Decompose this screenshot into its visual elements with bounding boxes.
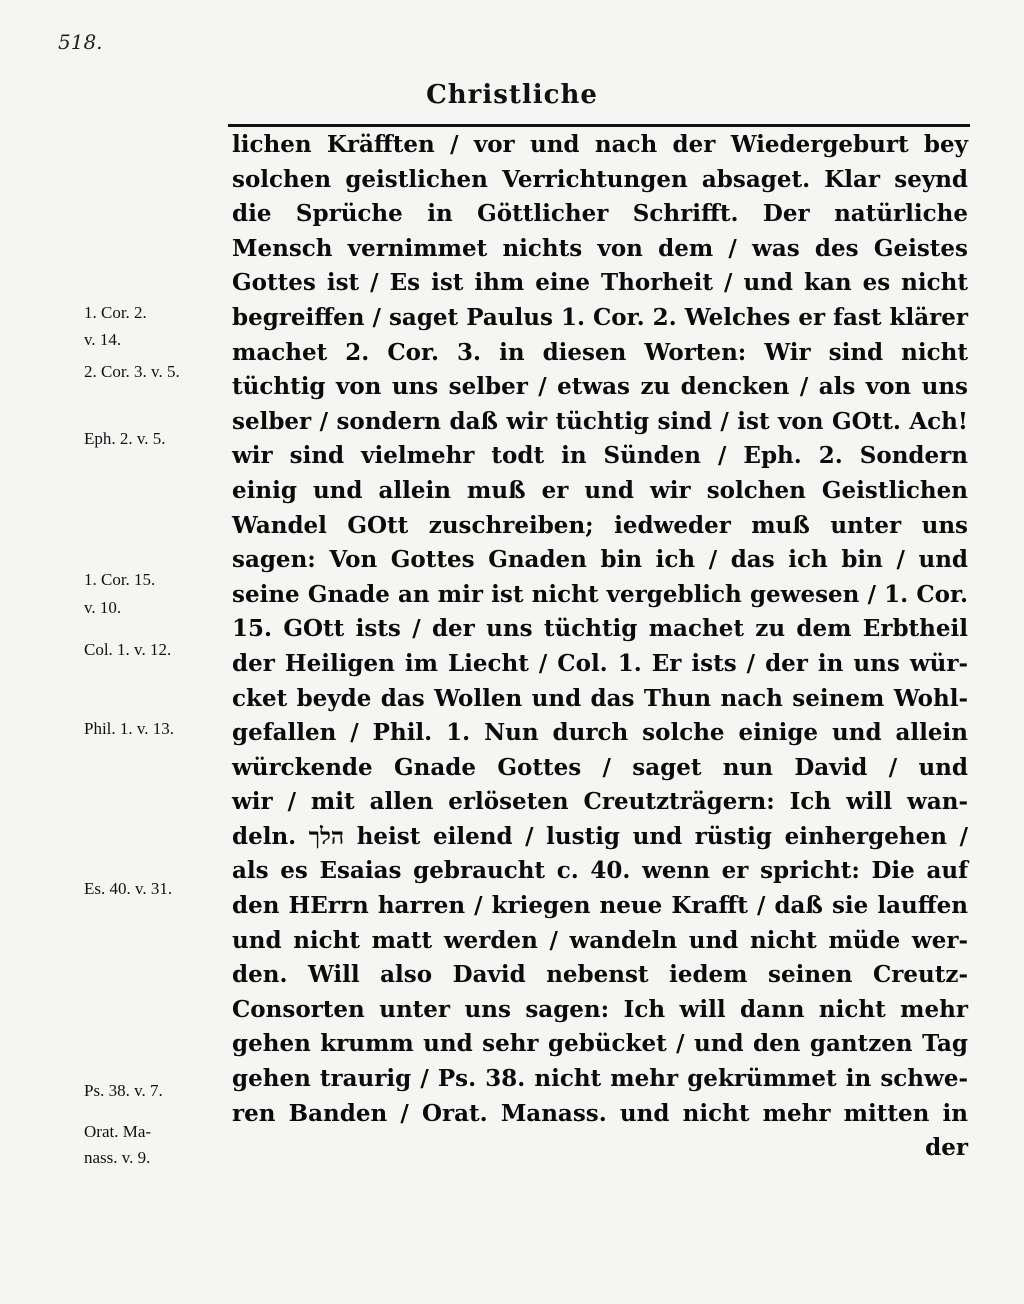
catchword: der — [925, 1134, 968, 1162]
text-line: machet 2. Cor. 3. in diesen Worten: Wir sind nicht — [232, 338, 968, 366]
text-line: Wandel GOtt zuschreiben; iedweder muß unter uns — [232, 511, 968, 539]
text-line: gehen traurig / Ps. 38. nicht mehr gekrümmet in schwe- — [232, 1065, 968, 1093]
text-line: lichen Kräfften / vor und nach der Wiedergeburt bey — [232, 131, 968, 158]
text-line: der Heiligen im Liecht / Col. 1. Er ists / der in uns wür- — [232, 649, 968, 677]
margin-note: Col. 1. v. 12. — [84, 640, 172, 659]
margin-note: Phil. 1. v. 13. — [84, 719, 175, 738]
text-line: deln. הלך heist eilend / lustig und rüstig einhergehen / — [232, 822, 968, 850]
margin-note: 1. Cor. 15. — [84, 570, 156, 589]
margin-note: v. 14. — [84, 330, 122, 349]
margin-note: Orat. Ma- — [84, 1122, 152, 1141]
text-line: tüchtig von uns selber / etwas zu dencken / als von uns — [232, 373, 968, 401]
text-line: die Sprüche in Göttlicher Schrifft. Der natürliche — [232, 200, 968, 228]
text-line: wir sind vielmehr todt in Sünden / Eph. 2. Sondern — [232, 442, 968, 470]
text-line: sagen: Von Gottes Gnaden bin ich / das ich bin / und — [232, 546, 968, 574]
text-line: und nicht matt werden / wandeln und nicht müde wer- — [232, 926, 968, 954]
text-line: Gottes ist / Es ist ihm eine Thorheit / und kan es nicht — [232, 269, 968, 297]
text-line: 15. GOtt ists / der uns tüchtig machet zu dem Erbtheil — [232, 615, 968, 643]
margin-note: 1. Cor. 2. — [84, 303, 147, 322]
margin-note: Eph. 2. v. 5. — [84, 429, 166, 448]
text-line: gefallen / Phil. 1. Nun durch solche einige und allein — [232, 719, 968, 747]
text-line: den HErrn harren / kriegen neue Krafft / daß sie lauffen — [232, 892, 968, 920]
text-line: als es Esaias gebraucht c. 40. wenn er spricht: Die auf — [232, 857, 968, 885]
text-line: begreiffen / saget Paulus 1. Cor. 2. Welches er fast klärer — [232, 303, 968, 331]
page-number: 518. — [58, 30, 103, 54]
text-line: seine Gnade an mir ist nicht vergeblich gewesen / 1. Cor. — [232, 580, 968, 608]
text-line: wir / mit allen erlöseten Creutzträgern: Ich will wan- — [232, 788, 968, 816]
text-line: selber / sondern daß wir tüchtig sind / ist von GOtt. Ach! — [232, 407, 968, 435]
margin-note: v. 10. — [84, 598, 122, 617]
running-head: Christliche — [426, 80, 598, 110]
text-line: solchen geistlichen Verrichtungen absaget. Klar seynd — [232, 165, 968, 193]
margin-note: nass. v. 9. — [84, 1148, 151, 1167]
margin-note: Es. 40. v. 31. — [84, 879, 173, 898]
text-line: ren Banden / Orat. Manass. und nicht mehr mitten in — [232, 1099, 968, 1127]
text-line: Consorten unter uns sagen: Ich will dann nicht mehr — [232, 995, 968, 1023]
text-line: cket beyde das Wollen und das Thun nach seinem Wohl- — [232, 684, 968, 712]
body-text — [232, 128, 968, 1166]
text-line: würckende Gnade Gottes / saget nun David / und — [232, 753, 968, 781]
text-line: einig und allein muß er und wir solchen Geistlichen — [232, 476, 968, 504]
text-line: gehen krumm und sehr gebücket / und den gantzen Tag — [232, 1030, 968, 1058]
header-rule — [228, 124, 970, 127]
margin-note: 2. Cor. 3. v. 5. — [84, 362, 180, 381]
text-line: den. Will also David nebenst iedem seinen Creutz- — [232, 961, 968, 989]
text-line: Mensch vernimmet nichts von dem / was des Geistes — [232, 234, 968, 262]
margin-note: Ps. 38. v. 7. — [84, 1081, 163, 1100]
